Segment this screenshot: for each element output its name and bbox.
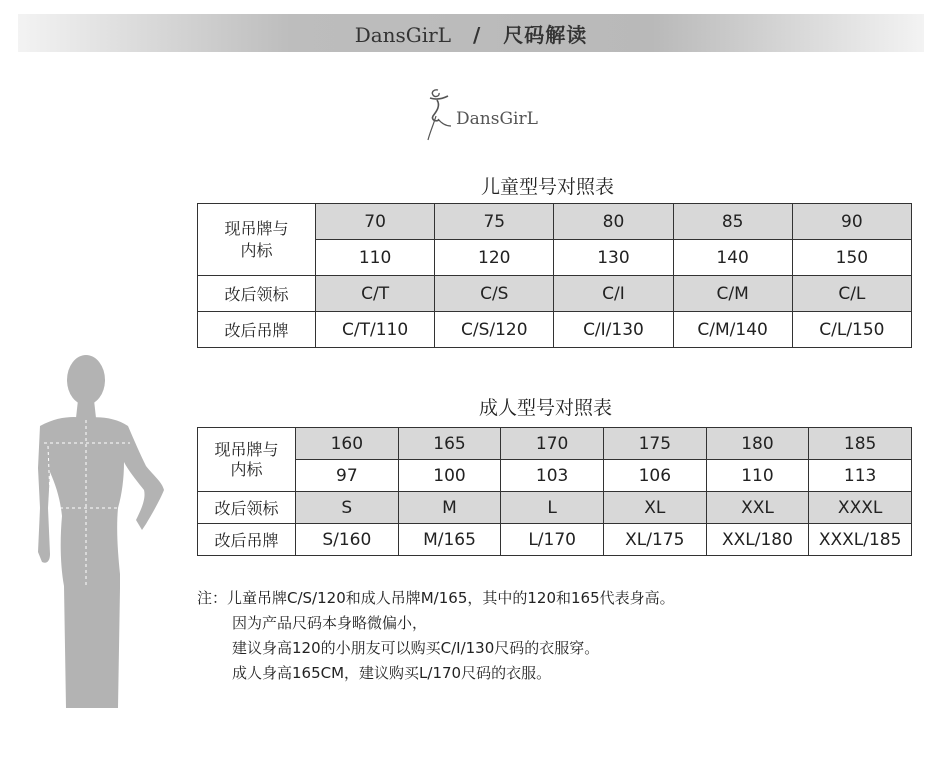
collar-cell: C/L — [792, 276, 911, 312]
height-cell: 90 — [792, 204, 911, 240]
header-separator: / — [473, 22, 482, 47]
height-cell: 70 — [316, 204, 435, 240]
table-row — [198, 312, 912, 348]
inner-cell: 150 — [792, 240, 911, 276]
logo-text: DansGirL — [456, 109, 538, 129]
kids-table-title: 儿童型号对照表 — [481, 176, 615, 198]
inner-cell: 140 — [673, 240, 792, 276]
inner-cell: 97 — [296, 460, 399, 492]
table-row — [198, 204, 912, 240]
newtag-cell: M/165 — [398, 524, 501, 556]
inner-cell: 106 — [603, 460, 706, 492]
newtag-cell: XL/175 — [603, 524, 706, 556]
inner-cell: 130 — [554, 240, 673, 276]
header-brand: DansGirL — [354, 22, 452, 47]
header-title — [355, 19, 588, 48]
newtag-cell: C/T/110 — [316, 312, 435, 348]
inner-cell: 110 — [316, 240, 435, 276]
collar-cell: C/T — [316, 276, 435, 312]
height-cell: 185 — [809, 428, 912, 460]
note-line: 注：儿童吊牌C/S/120和成人吊牌M/165，其中的120和165代表身高。 — [197, 589, 675, 607]
note-line: 因为产品尺码本身略微偏小， — [232, 614, 428, 632]
table-row — [198, 492, 912, 524]
newtag-cell: XXXL/185 — [809, 524, 912, 556]
height-cell: 85 — [673, 204, 792, 240]
inner-cell: 100 — [398, 460, 501, 492]
row-label-tag: 现吊牌与 内标 — [198, 204, 316, 276]
dancer-logo-icon — [424, 86, 454, 142]
row-label-newtag: 改后吊牌 — [198, 312, 316, 348]
adult-size-table — [197, 427, 912, 556]
row-label-tag: 现吊牌与 内标 — [198, 428, 296, 492]
adult-table-title: 成人型号对照表 — [479, 397, 613, 419]
collar-cell: C/S — [435, 276, 554, 312]
height-cell: 75 — [435, 204, 554, 240]
newtag-cell: L/170 — [501, 524, 604, 556]
height-cell: 170 — [501, 428, 604, 460]
inner-cell: 110 — [706, 460, 809, 492]
newtag-cell: C/M/140 — [673, 312, 792, 348]
table-row — [198, 460, 912, 492]
collar-cell: XXXL — [809, 492, 912, 524]
header-title-text: 尺码解读 — [503, 22, 588, 47]
table-row — [198, 524, 912, 556]
collar-cell: C/I — [554, 276, 673, 312]
note-line: 建议身高120的小朋友可以购买C/I/130尺码的衣服穿。 — [232, 639, 600, 657]
collar-cell: M — [398, 492, 501, 524]
collar-cell: L — [501, 492, 604, 524]
inner-cell: 120 — [435, 240, 554, 276]
height-cell: 80 — [554, 204, 673, 240]
height-cell: 160 — [296, 428, 399, 460]
newtag-cell: C/S/120 — [435, 312, 554, 348]
inner-cell: 103 — [501, 460, 604, 492]
brand-logo — [424, 86, 538, 142]
row-label-collar: 改后领标 — [198, 276, 316, 312]
height-cell: 175 — [603, 428, 706, 460]
collar-cell: C/M — [673, 276, 792, 312]
collar-cell: XL — [603, 492, 706, 524]
inner-cell: 113 — [809, 460, 912, 492]
collar-cell: XXL — [706, 492, 809, 524]
collar-cell: S — [296, 492, 399, 524]
newtag-cell: C/I/130 — [554, 312, 673, 348]
kids-size-table — [197, 203, 912, 348]
newtag-cell: XXL/180 — [706, 524, 809, 556]
newtag-cell: S/160 — [296, 524, 399, 556]
size-notes — [197, 586, 675, 686]
mannequin-silhouette-icon — [30, 348, 170, 708]
row-label-collar: 改后领标 — [198, 492, 296, 524]
height-cell: 165 — [398, 428, 501, 460]
header-bar — [18, 14, 924, 52]
note-line: 成人身高165CM，建议购买L/170尺码的衣服。 — [232, 664, 552, 682]
table-row — [198, 428, 912, 460]
newtag-cell: C/L/150 — [792, 312, 911, 348]
height-cell: 180 — [706, 428, 809, 460]
table-row — [198, 276, 912, 312]
row-label-newtag: 改后吊牌 — [198, 524, 296, 556]
